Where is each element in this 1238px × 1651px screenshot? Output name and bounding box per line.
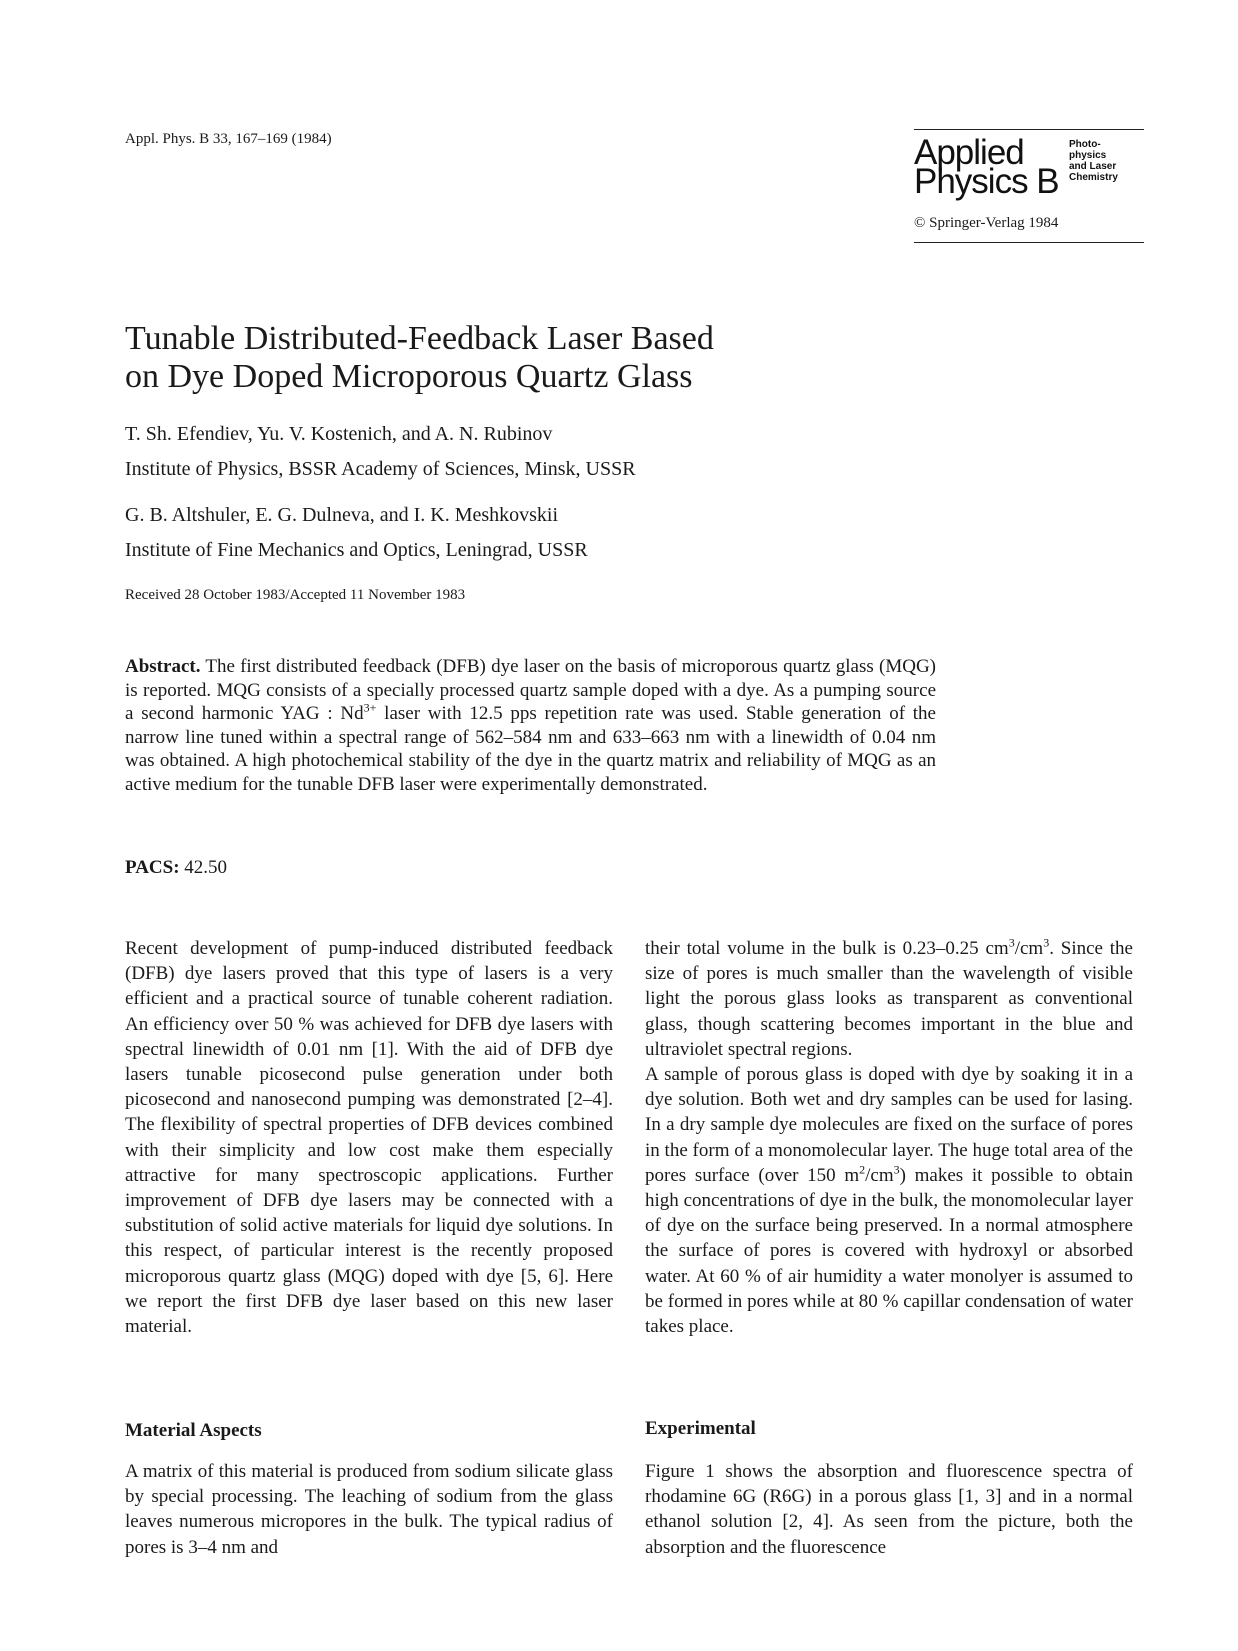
intro-paragraph: Recent development of pump-induced distributed feedback (DFB) dye lasers proved that this type of lasers is a very efficient and a practical source of tunable coherent radiation. An efficiency over 50 % was achieved for DFB dye lasers with spectral linewidth of 0.01 nm [1]. With the aid of DFB dye lasers tunable picosecond pulse generation under both picosecond and nanosecond pumping was demonstrated [2–4]. The flexibility of spectral properties of DFB devices combined with their simplicity and low cost make them especially attractive for many spectroscopic applications. Further improvement of DFB dye lasers may be connected with a substitution of solid active materials for liquid dye solutions. In this respect, of particular interest is the recently proposed microporous quartz glass (MQG) doped with dye [5, 6]. Here we report the first DFB dye laser based on this new laser material. [125,938,613,1338]
received-date: Received 28 October 1983/Accepted 11 November 1983 [125,587,466,603]
logo-top-rule [914,129,1144,130]
logo-section-line3: and Laser [1069,161,1117,172]
abstract-text-a: The first distributed feedback (DFB) dye laser on the basis of microporous quartz glass (MQG) is reported. MQG consists of a specially processed quartz sample doped with a dye. As a pumping source a second harmonic YAG : Nd [125,656,936,724]
right-column-body [645,936,1133,1339]
experimental-paragraph: Figure 1 shows the absorption and fluorescence spectra of rhodamine 6G (R6G) in a porous glass [1, 3] and in a normal ethanol solution [2, 4]. As seen from the picture, both the absorption and the fluorescence [645,1461,1133,1558]
left-column-material [125,1459,613,1560]
abstract-text-b: laser with 12.5 pps repetition rate was used. Stable generation of the narrow line tuned within a spectral range of 562–584 nm and 633–663 nm with a linewidth of 0.04 nm was obtained. A high photochemical stability of the dye in the quartz matrix and reliability of MQG as an active medium for the tunable DFB laser were experimentally demonstrated. [125,703,936,795]
doping-text-a: A sample of porous glass is doped with dye by soaking it in a dye solution. Both wet and dry samples can be used for lasing. In a dry sample dye molecules are fixed on the surface of pores in the form of a monomolecular layer. The huge total area of the pores surface (over 150 m [645,1064,1133,1186]
affiliation-group2: Institute of Fine Mechanics and Optics, Leningrad, USSR [125,539,588,561]
volume-text-c: . Since the size of pores is much smaller than the wavelength of visible light the porous glass looks as transparent as conventional glass, though scattering becomes important in the blue and ultraviolet spectral regions. [645,938,1133,1060]
logo-bottom-rule [914,242,1144,243]
authors-group2: G. B. Altshuler, E. G. Dulneva, and I. K. Meshkovskii [125,504,559,526]
logo-title-line1: Applied [914,133,1024,172]
pacs-label: PACS: [125,857,180,878]
volume-text-a: their total volume in the bulk is 0.23–0.25 cm [645,938,1009,959]
authors-group1: T. Sh. Efendiev, Yu. V. Kostenich, and A. N. Rubinov [125,423,553,445]
logo-section-line2: physics [1069,150,1107,161]
copyright: © Springer-Verlag 1984 [914,215,1059,231]
title-line1: Tunable Distributed-Feedback Laser Based [125,320,714,357]
volume-text-b: /cm [1014,938,1044,959]
volume-sup2: 3 [1043,935,1050,950]
doping-sup2: 3 [893,1162,900,1177]
article-title [125,320,714,396]
doping-sup1: 2 [859,1162,866,1177]
pacs-line [125,857,227,879]
abstract-superscript: 3+ [363,700,377,715]
doping-paragraph [645,1062,1133,1339]
abstract [125,655,936,796]
heading-experimental: Experimental [645,1418,756,1439]
volume-paragraph [645,936,1133,1062]
logo-section-line4: Chemistry [1069,172,1118,183]
pacs-value: 42.50 [179,857,228,878]
right-column-experimental [645,1459,1133,1560]
heading-material-aspects: Material Aspects [125,1420,262,1441]
left-column-intro [125,936,613,1339]
title-line2: on Dye Doped Microporous Quartz Glass [125,358,693,395]
volume-sup1: 3 [1008,935,1015,950]
abstract-label: Abstract. [125,656,201,677]
doping-text-c: ) makes it possible to obtain high concentrations of dye in the bulk, the monomolecular layer of dye on the surface being preserved. In a normal atmosphere the surface of pores is covered with hydroxyl or absorbed water. At 60 % of air humidity a water monolyer is assumed to be formed in pores while at 80 % capillar condensation of water takes place. [645,1164,1133,1338]
logo-title-line2: Physics B [914,162,1059,201]
affiliation-group1: Institute of Physics, BSSR Academy of Sciences, Minsk, USSR [125,458,636,480]
material-paragraph: A matrix of this material is produced from sodium silicate glass by special processing. The leaching of sodium from the glass leaves numerous micropores in the bulk. The typical radius of pores is 3–4 nm and [125,1461,613,1558]
logo-section-line1: Photo- [1069,139,1101,150]
journal-citation: Appl. Phys. B 33, 167–169 (1984) [125,131,332,147]
doping-text-b: /cm [865,1164,894,1186]
